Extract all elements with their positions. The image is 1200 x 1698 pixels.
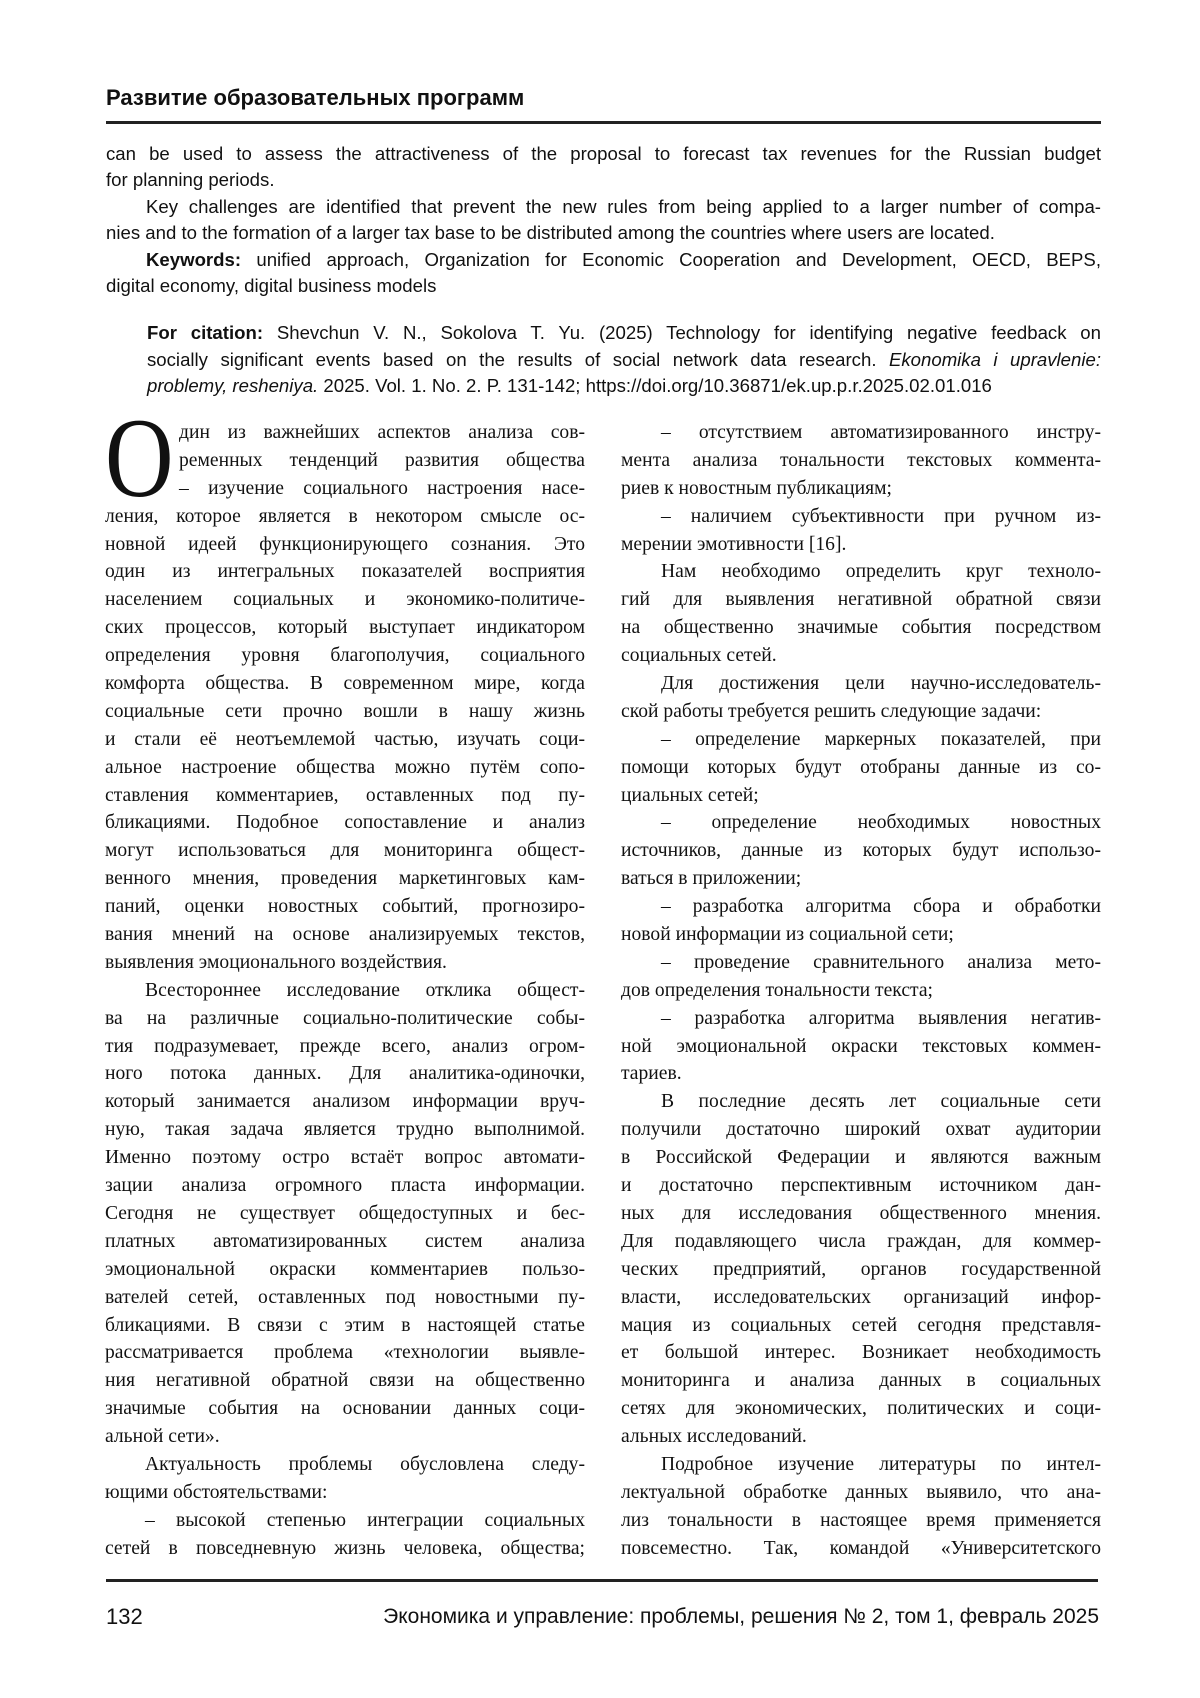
text-line: – разработка алгоритма сбора и обработки [621,893,1101,921]
text-line: – наличием субъективности при ручном из- [621,503,1101,531]
text-line: бликациями. Подобное сопоставление и анализ [105,809,585,837]
text-line: Именно поэтому остро встаёт вопрос автомати- [105,1144,585,1172]
text-line: новной идеей функционирующего сознания. Это [105,531,585,559]
text-line: ных для исследования общественного мнения. [621,1200,1101,1228]
paragraph [621,1451,1101,1563]
text-line: могут использоваться для мониторинга общест- [105,837,585,865]
abstract [106,141,1101,299]
text-line: комфорта общества. В современном мире, когда [105,670,585,698]
text-line: риев к новостным публикациям; [621,475,1101,503]
paragraph [106,194,1101,247]
text-segment: problemy, resheniya. [147,375,318,396]
paragraph [621,893,1101,949]
text-line: значимые события на основании данных соци- [105,1395,585,1423]
text-line: помощи которых будут отобраны данные из со- [621,754,1101,782]
text-line [106,167,1101,193]
text-line: ет большой интерес. Возникает необходимость [621,1339,1101,1367]
text-line: который занимается анализом информации вруч- [105,1088,585,1116]
text-line [147,373,1101,400]
text-segment: can be used to assess the attractiveness of the proposal to forecast tax revenues for the Russian budget [106,143,1101,164]
text-line [147,320,1101,347]
text-line: Сегодня не существует общедоступных и бес- [105,1200,585,1228]
text-line: Для подавляющего числа граждан, для коммер- [621,1228,1101,1256]
text-line: тия подразумевает, прежде всего, анализ огром- [105,1033,585,1061]
paragraph [621,1088,1101,1451]
text-line: эмоциональной окраски комментариев пользо- [105,1256,585,1284]
text-line: ских процессов, который выступает индикатором [105,614,585,642]
text-line: ваться в приложении; [621,865,1101,893]
paragraph [147,320,1101,400]
text-line: сетей в повседневную жизнь человека, общества; [105,1535,585,1563]
text-line: получили достаточно широкий охват аудитории [621,1116,1101,1144]
text-line [106,194,1101,220]
journal-footer: Экономика и управление: проблемы, решения № 2, том 1, февраль 2025 [383,1603,1099,1631]
text-segment: Ekonomika i upravlenie: [889,349,1101,370]
text-line: рассматривается проблема «технологии выявле- [105,1339,585,1367]
body-column-left [105,419,585,1563]
text-line: социальных сетей. [621,642,1101,670]
text-line [106,273,1101,299]
paragraph [621,809,1101,893]
paragraph [105,1507,585,1563]
header-rule [106,121,1101,124]
text-line: альных исследований. [621,1423,1101,1451]
text-line: ва на различные социально-политические собы- [105,1005,585,1033]
text-line: платных автоматизированных систем анализа [105,1228,585,1256]
paragraph [621,503,1101,559]
text-line: альное настроение общества можно путём сопо- [105,754,585,782]
text-line: источников, данные из которых будут использо- [621,837,1101,865]
text-line: ного потока данных. Для аналитика-одиночки, [105,1060,585,1088]
text-line: Подробное изучение литературы по интел- [621,1451,1101,1479]
text-line: циальных сетей; [621,782,1101,810]
text-line: на общественно значимые события посредством [621,614,1101,642]
text-line: Актуальность проблемы обусловлена следу- [105,1451,585,1479]
text-line: ческих предприятий, органов государственной [621,1256,1101,1284]
text-line: повсеместно. Так, командой «Университетского [621,1535,1101,1563]
text-line: дов определения тональности текста; [621,977,1101,1005]
paragraph [105,1451,585,1507]
page-number: 132 [106,1603,143,1631]
text-line: ния негативной обратной связи на общественно [105,1367,585,1395]
text-line: мация из социальных сетей сегодня представля- [621,1312,1101,1340]
text-line: альной сети». [105,1423,585,1451]
text-segment: socially significant events based on the results of social network data research. [147,349,889,370]
text-line [106,220,1101,246]
text-line: мониторинга и анализа данных в социальных [621,1367,1101,1395]
text-line: Всестороннее исследование отклика общест- [105,977,585,1005]
text-line: и стали её неотъемлемой частью, изучать соци- [105,726,585,754]
citation [147,320,1101,400]
paragraph [621,558,1101,670]
text-line: ной эмоциональной окраски текстовых коммен- [621,1033,1101,1061]
text-segment: Shevchun V. N., Sokolova T. Yu. (2025) Technology for identifying negative feedback on [263,322,1101,343]
text-line: – высокой степенью интеграции социальных [105,1507,585,1535]
text-line: – определение маркерных показателей, при [621,726,1101,754]
paragraph [621,670,1101,726]
paragraph [621,726,1101,810]
text-segment: digital economy, digital business models [106,275,436,296]
text-line: ную, такая задача является трудно выполнимой. [105,1116,585,1144]
text-segment: Key challenges are identified that prevent the new rules from being applied to a larger number of compa- [146,196,1101,217]
text-line: ставления комментариев, оставленных под пу- [105,782,585,810]
paragraph [106,247,1101,300]
text-line: мента анализа тональности текстовых коммента- [621,447,1101,475]
drop-cap: О [105,402,174,515]
text-line: ющими обстоятельствами: [105,1479,585,1507]
text-line: власти, исследовательских организаций инфор- [621,1284,1101,1312]
text-segment: for planning periods. [106,169,275,190]
text-line: ления, которое является в некотором смысле ос- [105,503,585,531]
text-line: новой информации из социальной сети; [621,921,1101,949]
text-line: паний, оценки новостных событий, прогнозиро- [105,893,585,921]
text-line: социальные сети прочно вошли в нашу жизнь [105,698,585,726]
text-line: – определение необходимых новостных [621,809,1101,837]
text-segment: unified approach, Organization for Economic Cooperation and Development, OECD, BEPS, [241,249,1101,270]
text-line: выявления эмоционального воздействия. [105,949,585,977]
paragraph [106,141,1101,194]
paragraph [105,419,585,977]
text-line: Нам необходимо определить круг техноло- [621,558,1101,586]
body-column-right [621,419,1101,1563]
section-title: Развитие образовательных программ [106,84,524,112]
paragraph [621,419,1101,503]
label: For citation: [147,322,263,343]
text-line: В последние десять лет социальные сети [621,1088,1101,1116]
text-line: мерении эмотивности [16]. [621,531,1101,559]
text-line: вателей сетей, оставленных под новостными пу- [105,1284,585,1312]
text-line: ской работы требуется решить следующие задачи: [621,698,1101,726]
label: Keywords: [146,249,241,270]
text-line: дин из важнейших аспектов анализа сов- [105,419,585,447]
text-segment: nies and to the formation of a larger tax base to be distributed among the countries where users are located. [106,222,995,243]
text-line [147,347,1101,374]
text-line: вания мнений на основе анализируемых текстов, [105,921,585,949]
text-line: бликациями. В связи с этим в настоящей статье [105,1312,585,1340]
text-line: сетях для экономических, политических и соци- [621,1395,1101,1423]
text-line: один из интегральных показателей восприятия [105,558,585,586]
text-line: гий для выявления негативной обратной связи [621,586,1101,614]
text-line: в Российской Федерации и являются важным [621,1144,1101,1172]
text-line: зации анализа огромного пласта информации. [105,1172,585,1200]
text-line: населением социальных и экономико-политиче- [105,586,585,614]
text-line: лиз тональности в настоящее время применяется [621,1507,1101,1535]
text-line: Для достижения цели научно-исследователь- [621,670,1101,698]
text-line: – разработка алгоритма выявления негатив- [621,1005,1101,1033]
text-line: – изучение социального настроения насе- [105,475,585,503]
text-line: – отсутствием автоматизированного инстру- [621,419,1101,447]
footer-rule [106,1579,1098,1582]
text-line: ременных тенденций развития общества [105,447,585,475]
text-line [106,247,1101,273]
paragraph [621,1005,1101,1089]
paragraph [105,977,585,1451]
text-line: лектуальной обработке данных выявило, что ана- [621,1479,1101,1507]
text-segment: 2025. Vol. 1. No. 2. P. 131-142; https://doi.org/10.36871/ek.up.p.r.2025.02.01.016 [318,375,992,396]
paragraph [621,949,1101,1005]
text-line: венного мнения, проведения маркетинговых кам- [105,865,585,893]
text-line: – проведение сравнительного анализа мето- [621,949,1101,977]
text-line: определения уровня благополучия, социального [105,642,585,670]
text-line: тариев. [621,1060,1101,1088]
text-line [106,141,1101,167]
text-line: и достаточно перспективным источником дан- [621,1172,1101,1200]
